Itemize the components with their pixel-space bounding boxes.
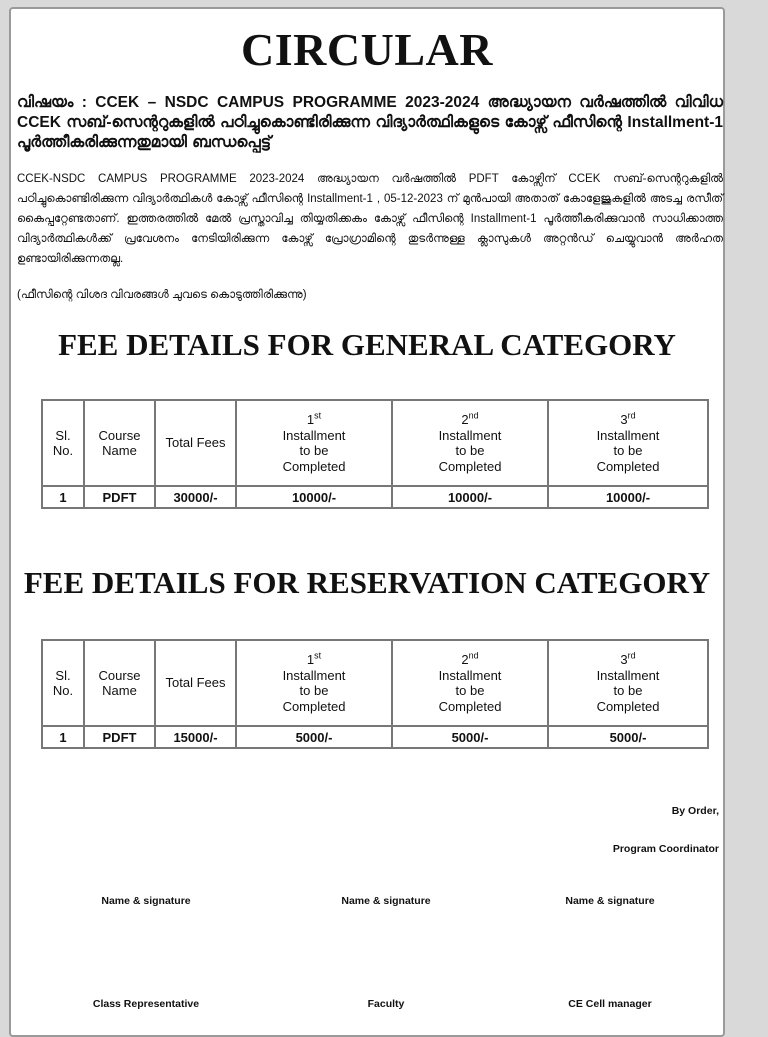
header-course-name: Course Name	[84, 400, 155, 486]
header-installment-3: 3rd Installment to be Completed	[548, 400, 708, 486]
cell-installment-2: 10000/-	[392, 486, 548, 508]
reservation-category-heading: FEE DETAILS FOR RESERVATION CATEGORY	[23, 565, 711, 600]
cell-sl-no: 1	[42, 486, 84, 508]
signature-label-ce-cell: Name & signature	[565, 895, 655, 907]
fee-details-note: (ഫീസിന്റെ വിശദ വിവരങ്ങൾ ചുവടെ കൊടുത്തിരിക്കുന്നു)	[17, 289, 307, 301]
general-fee-table	[41, 399, 709, 509]
cell-course: PDFT	[84, 486, 155, 508]
general-category-heading: FEE DETAILS FOR GENERAL CATEGORY	[58, 327, 676, 362]
header-installment-1: 1st Installment to be Completed	[236, 400, 392, 486]
signature-label-class-rep: Name & signature	[101, 895, 191, 907]
table-row	[42, 726, 708, 748]
header-total-fees: Total Fees	[155, 400, 236, 486]
cell-sl-no: 1	[42, 726, 84, 748]
circular-document	[9, 7, 725, 1037]
ce-cell-manager-label: CE Cell manager	[568, 998, 652, 1010]
header-course-name: Course Name	[84, 640, 155, 726]
by-order-text: By Order,	[671, 805, 719, 817]
subject-line: വിഷയം : CCEK – NSDC CAMPUS PROGRAMME 2023-2024 അദ്ധ്യായന വർഷത്തിൽ വിവിധ CCEK സബ്-സെന്ററുകളിൽ പഠിച്ചുകൊണ്ടിരിക്കുന്ന വിദ്യാർത്ഥികളുടെ കോഴ്സ് ഫീസിന്റെ Installment-1 പൂർത്തീകരിക്കുന്നതുമായി ബന്ധപ്പെട്ട്	[17, 94, 723, 151]
cell-installment-1: 5000/-	[236, 726, 392, 748]
body-paragraph: CCEK-NSDC CAMPUS PROGRAMME 2023-2024 അദ്ധ്യായന വർഷത്തിൽ PDFT കോഴ്സിന് CCEK സബ്-സെന്ററുകളിൽ പഠിച്ചുകൊണ്ടിരിക്കുന്ന വിദ്യാർത്ഥികൾ കോഴ്സ് ഫീസിന്റെ Installment-1 , 05-12-2023 ന് മുൻപായി അതാത് കോളേജുകളിൽ അടച്ച രസീത് കൈപ്പറ്റേണ്ടതാണ്. ഇത്തരത്തിൽ മേൽ പ്രസ്താവിച്ച തിയ്യതിക്കകം കോഴ്സ് ഫീസിന്റെ Installment-1 പൂർത്തീകരിക്കുവാൻ സാധിക്കാത്ത വിദ്യാർത്ഥികൾക്ക് പ്രവേശനം നേടിയിരിക്കുന്ന കോഴ്സ് പ്രോഗ്രാമിന്റെ തുടർന്നുള്ള ക്ലാസുകൾ അറ്റൻഡ് ചെയ്യുവാൻ അർഹത ഉണ്ടായിരിക്കുന്നതല്ല.	[17, 173, 723, 265]
header-installment-3: 3rd Installment to be Completed	[548, 640, 708, 726]
cell-installment-3: 5000/-	[548, 726, 708, 748]
faculty-label: Faculty	[367, 998, 405, 1010]
cell-installment-2: 5000/-	[392, 726, 548, 748]
signature-label-faculty: Name & signature	[341, 895, 431, 907]
table-row	[42, 486, 708, 508]
class-representative-label: Class Representative	[92, 998, 200, 1010]
header-sl-no: Sl. No.	[42, 640, 84, 726]
program-coordinator-text: Program Coordinator	[612, 843, 719, 855]
circular-title: CIRCULAR	[241, 24, 493, 75]
cell-total-fees: 30000/-	[155, 486, 236, 508]
header-sl-no: Sl. No.	[42, 400, 84, 486]
cell-installment-1: 10000/-	[236, 486, 392, 508]
table-header-row	[42, 400, 708, 486]
reservation-fee-table	[41, 639, 709, 749]
cell-total-fees: 15000/-	[155, 726, 236, 748]
header-total-fees: Total Fees	[155, 640, 236, 726]
header-installment-2: 2nd Installment to be Completed	[392, 640, 548, 726]
cell-installment-3: 10000/-	[548, 486, 708, 508]
table-header-row	[42, 640, 708, 726]
header-installment-1: 1st Installment to be Completed	[236, 640, 392, 726]
header-installment-2: 2nd Installment to be Completed	[392, 400, 548, 486]
cell-course: PDFT	[84, 726, 155, 748]
